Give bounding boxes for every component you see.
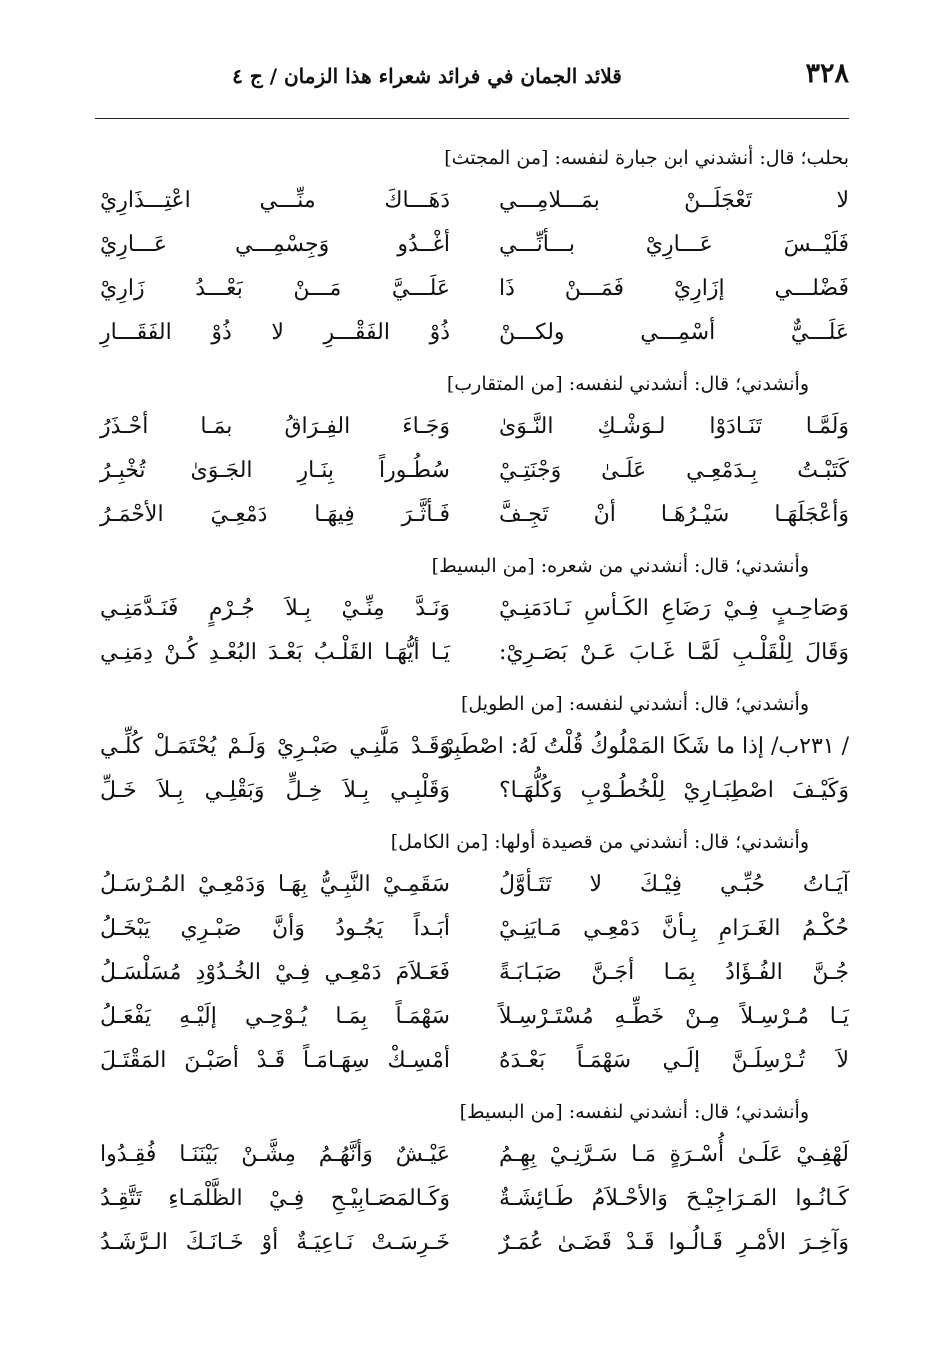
second-hemistich: أمْسِـكْ سِهَـامَـاً قَـدْ أصَبْـنَ المَقْتَـلَ <box>100 1047 450 1073</box>
second-hemistich: دَهَـــاكَ منِّـــي اعْتِـــذَارِيْ <box>100 187 450 213</box>
first-hemistich: لَهْفِـيْ عَلَـىٰ أُسْـرَةٍ مَـا سَـرَّنِـيْ بِهِـمُ <box>499 1141 849 1167</box>
first-hemistich: وَكَيْـفَ اصْطِبَـارِيْ لِلْخُطُـوْبِ وَكُلُّهَـا؟ <box>499 777 849 803</box>
first-hemistich: عَلَـــيٌّ أسْمِـــي ولكـــنْ <box>499 319 849 345</box>
verse-line <box>100 448 849 492</box>
section-intro <box>100 546 849 586</box>
second-hemistich: خَـرِسَـتْ نَـاعِيَـةٌ أوْ خَـانَـكَ الـرَّشَـدُ <box>100 1229 450 1255</box>
second-hemistich: وَقَلْبِـي بِـلاَ خِـلٍّ وَبَقْلِـي بِـلاَ خَـلِّ <box>100 777 450 803</box>
first-hemistich: آيَـاتُ حُبِّـي فِيْـكَ لا تَتَـأوَّلُ <box>499 871 849 897</box>
intro-text: بحلب؛ قال: أنشدني ابن جبارة لنفسه: <box>554 147 849 169</box>
section-intro <box>100 138 849 178</box>
second-hemistich: وَقَـدْ مَلَّنِـي صَبْـرِيْ وَلَـمْ يُحْتَمَـلْ كُلِّـي <box>100 733 450 759</box>
second-hemistich: وَجَـاءَ الفِـرَاقُ بمَـا أحْـذَرُ <box>100 413 450 439</box>
verse-line <box>100 950 849 994</box>
first-hemistich: فَلَيْــسَ عَـــارِيْ بـــأنِّـــي <box>499 231 849 257</box>
running-title: قلائد الجمان في فرائد شعراء هذا الزمان / ج ٤ <box>232 64 622 88</box>
verse-line <box>100 768 849 812</box>
page-number: ٣٢٨ <box>805 58 849 89</box>
verse-line <box>100 724 849 768</box>
first-hemistich: فَضْلـــي إزَارِيْ فَمَـــنْ ذَا <box>499 275 849 301</box>
page-header <box>95 56 849 108</box>
header-rule <box>95 118 849 119</box>
second-hemistich: فَـأثَّـرَ فِيهَـا دَمْعِـيَ الأحْمَـرُ <box>100 501 450 527</box>
verse-line <box>100 222 849 266</box>
verse-line <box>100 586 849 630</box>
meter-label: [من الطويل] <box>460 693 563 715</box>
meter-label: [من المجتث] <box>444 147 549 169</box>
second-hemistich: وَكَـالمَصَـابِيْـحِ فِـيْ الظَّلْمَـاءِ تَتَّقِـدُ <box>100 1185 450 1211</box>
page-body <box>100 132 849 1264</box>
second-hemistich: عَلَـــيَّ مَـــنْ بَعْـــدُ زَارِيْ <box>100 275 450 301</box>
section-intro <box>100 822 849 862</box>
first-hemistich: وَأعْجَلَهَـا سَيْـرُهَـا أنْ تَجِـفَّ <box>499 501 849 527</box>
second-hemistich: أغْــدُو وَجِسْمِـــي عَـــارِيْ <box>100 231 450 257</box>
meter-label: [من الكامل] <box>390 831 489 853</box>
first-hemistich: يَـا مُـرْسِـلاً مِـنْ خَطِّـهِ مُسْتَـرْسِـلاً <box>499 1003 849 1029</box>
first-hemistich: وَلَمَّـا تَنَـادَوْا لـوَشْـكِ النَّـوَىٰ <box>499 413 849 439</box>
verse-line <box>100 994 849 1038</box>
first-hemistich: وَصَاحِـبٍ فِـيْ رَضَاعِ الكَـأسِ نَـادَمَنِـيْ <box>499 595 849 621</box>
intro-text: وأنشدني؛ قال: أنشدني من شعره: <box>540 555 809 577</box>
intro-text: وأنشدني؛ قال: أنشدني لنفسه: <box>568 373 809 395</box>
second-hemistich: يَـا أيُّهَـا القَلْـبُ بَعْـدَ البُعْـدِ كُـنْ دِمَنِـي <box>100 639 450 665</box>
second-hemistich: وَنَـدَّ مِنِّـيْ بِـلاَ جُـرْمٍ فَنَـدَّمَنِـي <box>100 595 450 621</box>
first-hemistich: / ٢٣١ب/ إذا ما شَكَا المَمْلُوكُ قُلْتُ لَهُ: اصْطَبِرْ <box>442 733 849 759</box>
verse-line <box>100 310 849 354</box>
second-hemistich: عَيْـشٌ وَأنَّهُـمُ مِشَّـنْ بَيْنَنَـا فُقِـدُوا <box>100 1141 450 1167</box>
first-hemistich: وَقَالَ لِلْقَلْـبِ لَمَّـا غَـابَ عَـنْ بَصَـرِيْ: <box>499 639 849 665</box>
second-hemistich: سُطُـوراً بِنَـارِ الجَـوَىٰ تُخْبِـرُ <box>100 457 450 483</box>
meter-label: [من المتقارب] <box>446 373 563 395</box>
first-hemistich: جُـنَّ الفُـؤَادُ بِمَـا أجَـنَّ صَبَـابَـةً <box>499 959 849 985</box>
first-hemistich: كَـانُـوا المَـرَاجِيْـحَ وَالأحْـلاَمُ طَـائِشَـةٌ <box>499 1185 849 1211</box>
first-hemistich: لا تَعْجَلَــنْ بمَـــلامِـــي <box>499 187 849 213</box>
verse-line <box>100 1220 849 1264</box>
meter-label: [من البسيط] <box>431 555 535 577</box>
section-intro <box>100 684 849 724</box>
meter-label: [من البسيط] <box>459 1101 563 1123</box>
first-hemistich: حُكْـمُ الغَـرَامِ بِـأنَّ دَمْعِـي مَـايَنِـيْ <box>499 915 849 941</box>
second-hemistich: سَهْمَـاً بِمَـا يُـوْحِـي إلَيْـهِ يَفْعَـلُ <box>100 1003 450 1029</box>
second-hemistich: ذُوْ الفَقْـــرِ لا ذُوْ الفَقَـــارِ <box>100 319 450 345</box>
second-hemistich: فَعَـلاَمَ دَمْعِـي فِـيْ الخُـدُوْدِ مُسَلْسَـلُ <box>100 959 450 985</box>
intro-text: وأنشدني؛ قال: أنشدني لنفسه: <box>568 693 809 715</box>
second-hemistich: أبَـداً يَجُـودُ وَأنَّ صَبْـرِي يَبْخَـلُ <box>100 915 450 941</box>
intro-text: وأنشدني؛ قال: أنشدني لنفسه: <box>568 1101 809 1123</box>
verse-line <box>100 1132 849 1176</box>
first-hemistich: وَآخِـرَ الأمْـرِ قَـالُـوا قَـدْ قَضَـىٰ عُمَـرٌ <box>499 1229 849 1255</box>
intro-text: وأنشدني؛ قال: أنشدني من قصيدة أولها: <box>494 831 809 853</box>
second-hemistich: سَقَمِـيْ النَّبِـيُّ بِهَـا وَدَمْعِـيْ المُـرْسَـلُ <box>100 871 450 897</box>
verse-line <box>100 178 849 222</box>
verse-line <box>100 906 849 950</box>
verse-line <box>100 862 849 906</box>
section-intro <box>100 1092 849 1132</box>
section-intro <box>100 364 849 404</box>
verse-line <box>100 492 849 536</box>
verse-line <box>100 630 849 674</box>
verse-line <box>100 1176 849 1220</box>
first-hemistich: كَتَبْـتُ بِـدَمْعِـي عَلَـىٰ وَجْنَتِـيْ <box>499 457 849 483</box>
verse-line <box>100 404 849 448</box>
verse-line <box>100 266 849 310</box>
verse-line <box>100 1038 849 1082</box>
first-hemistich: لاَ تُـرْسِلَـنَّ إلَـي سَهْمَـاً بَعْـدَهُ <box>499 1047 849 1073</box>
